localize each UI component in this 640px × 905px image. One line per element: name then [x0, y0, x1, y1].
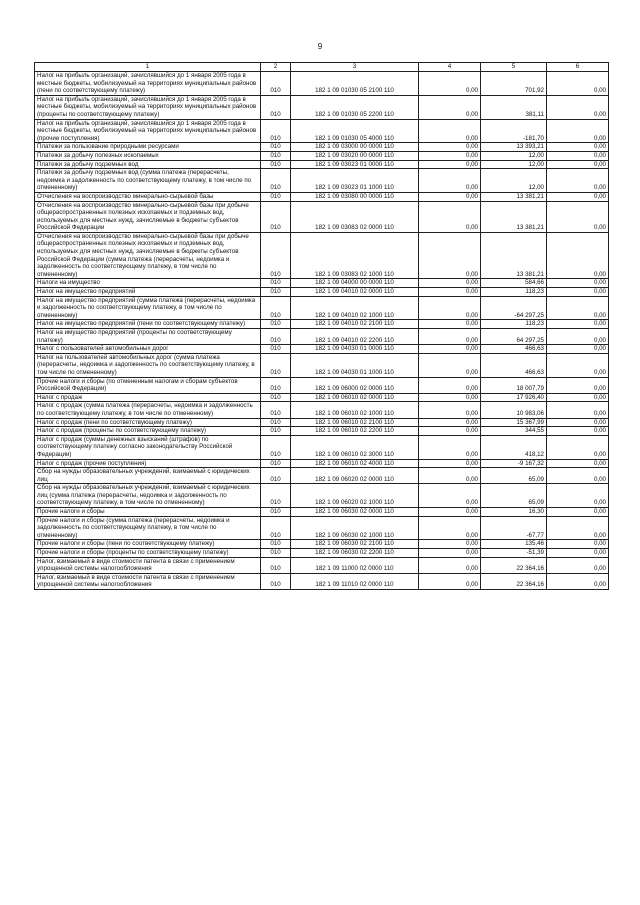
table-row [35, 160, 609, 169]
line-code-cell: 010 [261, 192, 291, 201]
column-header: 6 [547, 63, 609, 72]
value-cell: 0,00 [419, 232, 481, 279]
value-cell: 0,00 [547, 151, 609, 160]
value-cell: 0,00 [547, 345, 609, 354]
line-code-cell: 010 [261, 151, 291, 160]
value-cell: 0,00 [419, 377, 481, 393]
table-row [35, 508, 609, 517]
value-cell: 0,00 [547, 95, 609, 119]
line-code-cell: 010 [261, 279, 291, 288]
table-row [35, 540, 609, 549]
line-code-cell: 010 [261, 468, 291, 484]
value-cell: 16,30 [481, 508, 547, 517]
value-cell: 0,00 [547, 296, 609, 320]
value-cell: 0,00 [547, 201, 609, 232]
line-code-cell: 010 [261, 296, 291, 320]
budget-code-cell: 182 1 09 04030 01 0000 110 [291, 345, 419, 354]
value-cell: 0,00 [547, 402, 609, 418]
value-cell: 0,00 [419, 329, 481, 345]
indicator-name-cell: Платежи за пользование природными ресурсами [35, 143, 261, 152]
value-cell: 118,23 [481, 320, 547, 329]
value-cell: 0,00 [419, 418, 481, 427]
table-row [35, 329, 609, 345]
line-code-cell: 010 [261, 427, 291, 436]
budget-code-cell: 182 1 09 04010 02 2100 110 [291, 320, 419, 329]
value-cell: 13 393,21 [481, 143, 547, 152]
line-code-cell: 010 [261, 393, 291, 402]
line-code-cell: 010 [261, 402, 291, 418]
table-row [35, 557, 609, 573]
indicator-name-cell: Прочие налоги и сборы (по отмененным налогам и сборам субъектов Российской Федерации) [35, 377, 261, 393]
line-code-cell: 010 [261, 418, 291, 427]
value-cell: 12,00 [481, 169, 547, 193]
table-row [35, 119, 609, 143]
column-header: 4 [419, 63, 481, 72]
indicator-name-cell: Отчисления на воспроизводство минерально-сырьевой базы [35, 192, 261, 201]
line-code-cell: 010 [261, 320, 291, 329]
value-cell: 0,00 [419, 393, 481, 402]
value-cell: 0,00 [419, 192, 481, 201]
value-cell: 0,00 [419, 95, 481, 119]
table-row [35, 418, 609, 427]
budget-code-cell: 182 1 09 03083 02 1000 110 [291, 232, 419, 279]
value-cell: 0,00 [547, 573, 609, 589]
budget-code-cell: 182 1 09 03023 01 1000 110 [291, 169, 419, 193]
indicator-name-cell: Платежи за добычу подземных вод [35, 160, 261, 169]
value-cell: 0,00 [419, 160, 481, 169]
table-row [35, 201, 609, 232]
line-code-cell: 010 [261, 329, 291, 345]
value-cell: 0,00 [419, 549, 481, 558]
table-row [35, 345, 609, 354]
value-cell: 0,00 [547, 540, 609, 549]
line-code-cell: 010 [261, 516, 291, 540]
line-code-cell: 010 [261, 288, 291, 297]
value-cell: 584,66 [481, 279, 547, 288]
value-cell: 12,00 [481, 151, 547, 160]
line-code-cell: 010 [261, 540, 291, 549]
budget-code-cell: 182 1 09 04010 02 1000 110 [291, 296, 419, 320]
indicator-name-cell: Налог, взимаемый в виде стоимости патента в связи с применением упрощенной системы налогообложения [35, 557, 261, 573]
value-cell: 12,00 [481, 160, 547, 169]
value-cell: 0,00 [419, 484, 481, 508]
line-code-cell: 010 [261, 232, 291, 279]
value-cell: 0,00 [547, 557, 609, 573]
budget-code-cell: 182 1 09 06020 02 0000 110 [291, 468, 419, 484]
budget-code-cell: 182 1 09 01030 05 2100 110 [291, 72, 419, 96]
budget-code-cell: 182 1 09 06010 02 3000 110 [291, 435, 419, 459]
line-code-cell: 010 [261, 160, 291, 169]
value-cell: 0,00 [419, 402, 481, 418]
value-cell: 0,00 [419, 151, 481, 160]
value-cell: 0,00 [419, 540, 481, 549]
value-cell: 0,00 [547, 192, 609, 201]
table-row [35, 484, 609, 508]
budget-code-cell: 182 1 09 03080 00 0000 110 [291, 192, 419, 201]
value-cell: -67,77 [481, 516, 547, 540]
budget-code-cell: 182 1 09 06010 02 2200 110 [291, 427, 419, 436]
value-cell: 0,00 [547, 377, 609, 393]
value-cell: 0,00 [547, 232, 609, 279]
line-code-cell: 010 [261, 549, 291, 558]
indicator-name-cell: Налог на прибыль организаций, зачислявшийся до 1 января 2005 года в местные бюджеты, мобилизуемый на территориях муниципальных районов (прочие поступления) [35, 119, 261, 143]
value-cell: 22 364,16 [481, 557, 547, 573]
indicator-name-cell: Платежи за добычу полезных ископаемых [35, 151, 261, 160]
value-cell: 22 364,16 [481, 573, 547, 589]
value-cell: 0,00 [419, 459, 481, 468]
value-cell: 0,00 [419, 427, 481, 436]
budget-code-cell: 182 1 09 03020 00 0000 110 [291, 151, 419, 160]
value-cell: 0,00 [419, 573, 481, 589]
value-cell: 701,92 [481, 72, 547, 96]
indicator-name-cell: Платежи за добычу подземных вод (сумма платежа (перерасчеты, недоимка и задолженность по соответствующему платежу, в том числе по отмененному) [35, 169, 261, 193]
line-code-cell: 010 [261, 573, 291, 589]
value-cell: -181,70 [481, 119, 547, 143]
table-row [35, 95, 609, 119]
indicator-name-cell: Налог с продаж (суммы денежных взысканий (штрафов) по соответствующему платежу согласно законодательству Российской Федерации) [35, 435, 261, 459]
budget-code-cell: 182 1 09 06030 02 2100 110 [291, 540, 419, 549]
value-cell: 0,00 [547, 119, 609, 143]
value-cell: 381,11 [481, 95, 547, 119]
value-cell: 0,00 [547, 427, 609, 436]
table-row [35, 143, 609, 152]
table-row [35, 192, 609, 201]
value-cell: 13 381,21 [481, 201, 547, 232]
table-row [35, 468, 609, 484]
table-row [35, 377, 609, 393]
table-row [35, 232, 609, 279]
budget-code-cell: 182 1 09 03083 02 0000 110 [291, 201, 419, 232]
table-row [35, 72, 609, 96]
table-row [35, 288, 609, 297]
value-cell: 0,00 [547, 72, 609, 96]
budget-code-cell: 182 1 09 06000 02 0000 110 [291, 377, 419, 393]
budget-code-cell: 182 1 09 01030 05 4000 110 [291, 119, 419, 143]
value-cell: 0,00 [419, 279, 481, 288]
line-code-cell: 010 [261, 353, 291, 377]
table-row [35, 296, 609, 320]
value-cell: 0,00 [547, 320, 609, 329]
line-code-cell: 010 [261, 459, 291, 468]
value-cell: -9 167,32 [481, 459, 547, 468]
value-cell: 13 381,21 [481, 232, 547, 279]
value-cell: 466,63 [481, 353, 547, 377]
column-header: 3 [291, 63, 419, 72]
budget-code-cell: 182 1 09 06020 02 1000 110 [291, 484, 419, 508]
table-row [35, 435, 609, 459]
value-cell: 0,00 [547, 288, 609, 297]
table-row [35, 169, 609, 193]
value-cell: 0,00 [547, 279, 609, 288]
value-cell: 118,23 [481, 288, 547, 297]
budget-code-cell: 182 1 09 06030 02 2200 110 [291, 549, 419, 558]
value-cell: 0,00 [547, 143, 609, 152]
indicator-name-cell: Прочие налоги и сборы (пени по соответствующему платежу) [35, 540, 261, 549]
page-number: 9 [317, 42, 323, 51]
indicator-name-cell: Налог на имущество предприятий [35, 288, 261, 297]
indicator-name-cell: Налог с пользователей автомобильных дорог [35, 345, 261, 354]
budget-code-cell: 182 1 09 03023 01 0000 110 [291, 160, 419, 169]
value-cell: 0,00 [419, 169, 481, 193]
value-cell: 0,00 [419, 296, 481, 320]
table-row [35, 549, 609, 558]
value-cell: 0,00 [419, 516, 481, 540]
table-row [35, 151, 609, 160]
value-cell: 0,00 [419, 557, 481, 573]
value-cell: 0,00 [419, 119, 481, 143]
indicator-name-cell: Налог с продаж (прочие поступления) [35, 459, 261, 468]
budget-code-cell: 182 1 09 04010 02 2200 110 [291, 329, 419, 345]
value-cell: 0,00 [419, 288, 481, 297]
line-code-cell: 010 [261, 72, 291, 96]
indicator-name-cell: Налог на прибыль организаций, зачислявшийся до 1 января 2005 года в местные бюджеты, мобилизуемый на территориях муниципальных районов (пени по соответствующему платежу) [35, 72, 261, 96]
table-row [35, 402, 609, 418]
budget-code-cell: 182 1 09 06010 02 1000 110 [291, 402, 419, 418]
value-cell: 0,00 [547, 508, 609, 517]
value-cell: 0,00 [547, 160, 609, 169]
indicator-name-cell: Налог с продаж (сумма платежа (перерасчеты, недоимка и задолженность по соответствующему платежу, в том числе по отмененному) [35, 402, 261, 418]
value-cell: 0,00 [547, 484, 609, 508]
indicator-name-cell: Налог с продаж (пени по соответствующему платежу) [35, 418, 261, 427]
table-row [35, 459, 609, 468]
indicator-name-cell: Отчисления на воспроизводство минерально-сырьевой базы при добыче общераспространенных полезных ископаемых и подземных вод, используемых для местных нужд, зачисляемые в бюджеты субъектов Российской Федерации [35, 201, 261, 232]
line-code-cell: 010 [261, 484, 291, 508]
value-cell: 64 297,25 [481, 329, 547, 345]
line-code-cell: 010 [261, 377, 291, 393]
budget-code-cell: 182 1 09 06010 02 2100 110 [291, 418, 419, 427]
indicator-name-cell: Налог на прибыль организаций, зачислявшийся до 1 января 2005 года в местные бюджеты, мобилизуемый на территориях муниципальных районов (проценты по соответствующему платежу) [35, 95, 261, 119]
value-cell: 65,09 [481, 468, 547, 484]
value-cell: -51,39 [481, 549, 547, 558]
value-cell: 0,00 [547, 435, 609, 459]
table-row [35, 573, 609, 589]
column-header: 5 [481, 63, 547, 72]
column-header: 1 [35, 63, 261, 72]
budget-code-cell: 182 1 09 06010 02 0000 110 [291, 393, 419, 402]
budget-code-cell: 182 1 09 06030 02 0000 110 [291, 508, 419, 517]
value-cell: 15 367,99 [481, 418, 547, 427]
report-table [34, 62, 609, 590]
budget-code-cell: 182 1 09 06030 02 1000 110 [291, 516, 419, 540]
table-row [35, 516, 609, 540]
indicator-name-cell: Налог, взимаемый в виде стоимости патента в связи с применением упрощенной системы налогообложения [35, 573, 261, 589]
value-cell: 10 983,06 [481, 402, 547, 418]
value-cell: 0,00 [547, 468, 609, 484]
table-row [35, 393, 609, 402]
indicator-name-cell: Налог на пользователей автомобильных дорог (сумма платежа (перерасчеты, недоимка и задолженность по соответствующему платежу, в том числе по отмененному) [35, 353, 261, 377]
indicator-name-cell: Прочие налоги и сборы (проценты по соответствующему платежу) [35, 549, 261, 558]
value-cell: 65,09 [481, 484, 547, 508]
indicator-name-cell: Прочие налоги и сборы [35, 508, 261, 517]
value-cell: 0,00 [547, 169, 609, 193]
indicator-name-cell: Сбор на нужды образовательных учреждений, взимаемый с юридических лиц [35, 468, 261, 484]
table-row [35, 279, 609, 288]
value-cell: 18 007,79 [481, 377, 547, 393]
line-code-cell: 010 [261, 345, 291, 354]
indicator-name-cell: Прочие налоги и сборы (сумма платежа (перерасчеты, недоимка и задолженность по соответствующему платежу, в том числе по отмененному) [35, 516, 261, 540]
value-cell: 0,00 [419, 72, 481, 96]
value-cell: 0,00 [419, 353, 481, 377]
indicator-name-cell: Налог с продаж (проценты по соответствующему платежу) [35, 427, 261, 436]
budget-code-cell: 182 1 09 06010 02 4000 110 [291, 459, 419, 468]
value-cell: 0,00 [547, 329, 609, 345]
line-code-cell: 010 [261, 143, 291, 152]
line-code-cell: 010 [261, 508, 291, 517]
budget-code-cell: 182 1 09 03000 00 0000 110 [291, 143, 419, 152]
line-code-cell: 010 [261, 557, 291, 573]
line-code-cell: 010 [261, 95, 291, 119]
value-cell: 135,46 [481, 540, 547, 549]
value-cell: 0,00 [547, 459, 609, 468]
value-cell: 0,00 [547, 418, 609, 427]
line-code-cell: 010 [261, 119, 291, 143]
budget-code-cell: 182 1 09 11000 02 0000 110 [291, 557, 419, 573]
table-header-row [35, 63, 609, 72]
table-row [35, 353, 609, 377]
value-cell: 344,55 [481, 427, 547, 436]
budget-code-cell: 182 1 09 11010 02 0000 110 [291, 573, 419, 589]
value-cell: 0,00 [547, 353, 609, 377]
value-cell: 0,00 [419, 508, 481, 517]
value-cell: 0,00 [419, 468, 481, 484]
line-code-cell: 010 [261, 435, 291, 459]
value-cell: 0,00 [419, 201, 481, 232]
indicator-name-cell: Сбор на нужды образовательных учреждений, взимаемый с юридических лиц (сумма платежа (перерасчеты, недоимка и задолженность по соответствующему платежу, в том числе по отмененному) [35, 484, 261, 508]
column-header: 2 [261, 63, 291, 72]
indicator-name-cell: Налог на имущество предприятий (сумма платежа (перерасчеты, недоимка и задолженность по соответствующему платежу, в том числе по отмененному) [35, 296, 261, 320]
table-body [35, 72, 609, 590]
indicator-name-cell: Налог с продаж [35, 393, 261, 402]
value-cell: 0,00 [419, 320, 481, 329]
value-cell: 0,00 [547, 516, 609, 540]
value-cell: 17 926,40 [481, 393, 547, 402]
table-row [35, 427, 609, 436]
line-code-cell: 010 [261, 201, 291, 232]
budget-code-cell: 182 1 09 04010 02 0000 110 [291, 288, 419, 297]
value-cell: -64 297,25 [481, 296, 547, 320]
value-cell: 466,63 [481, 345, 547, 354]
indicator-name-cell: Налоги на имущество [35, 279, 261, 288]
budget-code-cell: 182 1 09 04000 00 0000 110 [291, 279, 419, 288]
line-code-cell: 010 [261, 169, 291, 193]
table-row [35, 320, 609, 329]
indicator-name-cell: Отчисления на воспроизводство минерально-сырьевой базы при добыче общераспространенных полезных ископаемых и подземных вод, используемых для местных нужд, зачисляемые в бюджеты субъектов Российской Федерации (сумма платежа (перерасчеты, недоимка и задолженность по соответствующему платежу, в том числе по отмененному) [35, 232, 261, 279]
value-cell: 13 381,21 [481, 192, 547, 201]
value-cell: 0,00 [547, 549, 609, 558]
value-cell: 0,00 [547, 393, 609, 402]
value-cell: 418,12 [481, 435, 547, 459]
value-cell: 0,00 [419, 143, 481, 152]
indicator-name-cell: Налог на имущество предприятий (проценты по соответствующему платежу) [35, 329, 261, 345]
budget-code-cell: 182 1 09 04030 01 1000 110 [291, 353, 419, 377]
budget-code-cell: 182 1 09 01030 05 2200 110 [291, 95, 419, 119]
value-cell: 0,00 [419, 435, 481, 459]
value-cell: 0,00 [419, 345, 481, 354]
indicator-name-cell: Налог на имущество предприятий (пени по соответствующему платежу) [35, 320, 261, 329]
